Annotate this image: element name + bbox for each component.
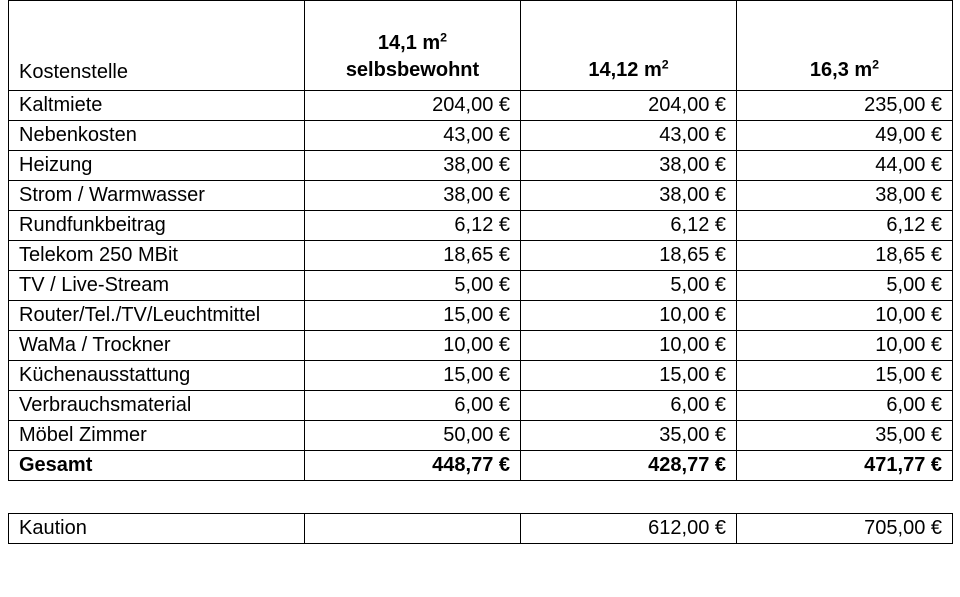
header-label: Kostenstelle	[9, 1, 305, 91]
header-col-3-line1: 16,3 $m^2$	[809, 57, 880, 81]
row-value: 38,00 €	[521, 151, 737, 181]
row-value: 10,00 €	[737, 301, 953, 331]
superscript-two: 2	[440, 30, 448, 45]
table-row	[9, 91, 953, 121]
header-col-2	[521, 1, 737, 91]
table-header-row	[9, 1, 953, 91]
deposit-table	[8, 513, 953, 544]
row-value: 204,00 €	[521, 91, 737, 121]
total-value: 448,77 €	[305, 451, 521, 481]
deposit-value: 612,00 €	[521, 514, 737, 544]
row-value: 18,65 €	[305, 241, 521, 271]
row-label: Möbel Zimmer	[9, 421, 305, 451]
table-row	[9, 181, 953, 211]
row-value: 5,00 €	[305, 271, 521, 301]
row-value: 235,00 €	[737, 91, 953, 121]
row-value: 49,00 €	[737, 121, 953, 151]
row-value: 6,12 €	[305, 211, 521, 241]
table-row	[9, 421, 953, 451]
header-col-3	[737, 1, 953, 91]
row-value: 38,00 €	[305, 151, 521, 181]
deposit-label: Kaution	[9, 514, 305, 544]
row-label: Rundfunkbeitrag	[9, 211, 305, 241]
table-row	[9, 271, 953, 301]
row-value: 6,00 €	[737, 391, 953, 421]
row-value: 43,00 €	[521, 121, 737, 151]
table-spacer	[0, 481, 960, 513]
table-row	[9, 241, 953, 271]
row-value: 10,00 €	[305, 331, 521, 361]
deposit-value-empty	[305, 514, 521, 544]
row-label: TV / Live-Stream	[9, 271, 305, 301]
row-label: WaMa / Trockner	[9, 331, 305, 361]
superscript-two: 2	[872, 57, 880, 72]
row-value: 38,00 €	[737, 181, 953, 211]
table-row	[9, 301, 953, 331]
row-label: Heizung	[9, 151, 305, 181]
total-value: 428,77 €	[521, 451, 737, 481]
row-value: 5,00 €	[737, 271, 953, 301]
row-label: Router/Tel./TV/Leuchtmittel	[9, 301, 305, 331]
row-value: 15,00 €	[305, 301, 521, 331]
row-value: 38,00 €	[305, 181, 521, 211]
row-value: 10,00 €	[521, 301, 737, 331]
cost-table	[8, 0, 953, 481]
row-value: 204,00 €	[305, 91, 521, 121]
table-row	[9, 391, 953, 421]
table-total-row	[9, 451, 953, 481]
row-value: 6,12 €	[521, 211, 737, 241]
deposit-row	[9, 514, 953, 544]
row-label: Strom / Warmwasser	[9, 181, 305, 211]
total-value: 471,77 €	[737, 451, 953, 481]
row-value: 6,00 €	[305, 391, 521, 421]
row-value: 38,00 €	[521, 181, 737, 211]
header-col-1-line2: selbsbewohnt	[345, 59, 480, 81]
row-label: Nebenkosten	[9, 121, 305, 151]
row-value: 18,65 €	[521, 241, 737, 271]
header-col-2-line1: 14,12 $m^2$	[588, 57, 669, 81]
row-label: Verbrauchsmaterial	[9, 391, 305, 421]
header-col-1	[305, 1, 521, 91]
row-value: 10,00 €	[521, 331, 737, 361]
deposit-value: 705,00 €	[737, 514, 953, 544]
row-value: 15,00 €	[737, 361, 953, 391]
table-row	[9, 331, 953, 361]
superscript-two: 2	[661, 57, 669, 72]
row-label: Küchenausstattung	[9, 361, 305, 391]
row-value: 6,00 €	[521, 391, 737, 421]
row-value: 50,00 €	[305, 421, 521, 451]
total-label: Gesamt	[9, 451, 305, 481]
row-value: 15,00 €	[305, 361, 521, 391]
row-value: 35,00 €	[737, 421, 953, 451]
row-value: 10,00 €	[737, 331, 953, 361]
row-value: 18,65 €	[737, 241, 953, 271]
table-row	[9, 361, 953, 391]
row-value: 6,12 €	[737, 211, 953, 241]
table-row	[9, 121, 953, 151]
row-value: 43,00 €	[305, 121, 521, 151]
row-value: 15,00 €	[521, 361, 737, 391]
row-value: 44,00 €	[737, 151, 953, 181]
table-row	[9, 151, 953, 181]
header-col-1-line1: 14,1 $m^2$	[377, 30, 448, 54]
table-row	[9, 211, 953, 241]
row-value: 35,00 €	[521, 421, 737, 451]
row-value: 5,00 €	[521, 271, 737, 301]
row-label: Kaltmiete	[9, 91, 305, 121]
row-label: Telekom 250 MBit	[9, 241, 305, 271]
